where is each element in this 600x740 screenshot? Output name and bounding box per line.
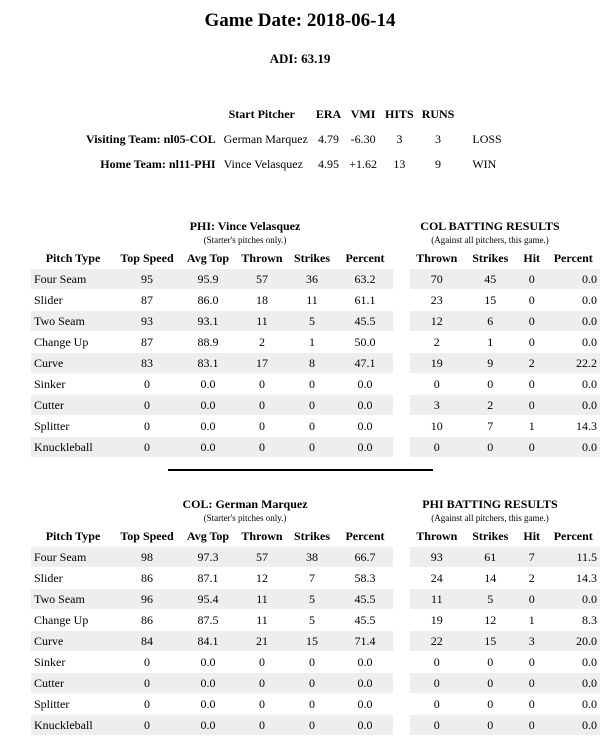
pitch-cell: 0 [287, 374, 337, 395]
pitch-cell: 0.0 [179, 374, 237, 395]
pitch-cell: 83 [115, 353, 179, 374]
batting-cell: 15 [464, 631, 517, 652]
adi-value: ADI: 63.19 [269, 51, 331, 66]
batting-col-header: Hit [523, 250, 541, 265]
pitch-cell: 0.0 [179, 416, 237, 437]
pitch-cell: 0 [115, 673, 179, 694]
pitch-cell: 0 [287, 437, 337, 458]
pitch-cell: 87.5 [179, 610, 237, 631]
batting-cell: 0 [517, 269, 547, 290]
batting-row [410, 332, 600, 353]
visiting-hits: 3 [396, 132, 403, 146]
pitch-col-header: Thrown [241, 528, 283, 543]
batting-cell: 0 [410, 652, 464, 673]
batting-cell: 2 [517, 353, 547, 374]
pitch-cell: 0.0 [337, 374, 393, 395]
pitch-type: Slider [31, 568, 115, 589]
pitch-col-header: Avg Top [186, 528, 230, 543]
pitch-cell: 86 [115, 610, 179, 631]
batting-row [410, 416, 600, 437]
batting-cell: 8.3 [546, 610, 600, 631]
batting-cell: 20.0 [546, 631, 600, 652]
batting-row [410, 437, 600, 458]
pitch-cell: 87 [115, 290, 179, 311]
batting-cell: 0.0 [546, 673, 600, 694]
batting-row [410, 290, 600, 311]
pitch-row [31, 290, 393, 311]
pitch-cell: 71.4 [337, 631, 393, 652]
pitch-type: Splitter [31, 694, 115, 715]
pitch-cell: 66.7 [337, 547, 393, 568]
pitch-type: Two Seam [31, 311, 115, 332]
pitch-cell: 7 [287, 568, 337, 589]
pitch-cell: 58.3 [337, 568, 393, 589]
pitch-cell: 0 [237, 416, 287, 437]
pitch-cell: 96 [115, 589, 179, 610]
batting-cell: 0.0 [546, 694, 600, 715]
batting-cell: 1 [517, 610, 547, 631]
batting-cell: 6 [464, 311, 517, 332]
pitch-cell: 83.1 [179, 353, 237, 374]
batting-cell: 0 [410, 673, 464, 694]
batting-cell: 0 [464, 715, 517, 736]
batting-row [410, 589, 600, 610]
pitch-col-header: Strikes [294, 528, 330, 543]
summary-header-result [458, 102, 505, 127]
batting-row [410, 652, 600, 673]
batting-cell: 2 [464, 395, 517, 416]
batting-cell: 2 [517, 568, 547, 589]
pitch-cell: 0 [115, 652, 179, 673]
pitch-type: Sinker [31, 374, 115, 395]
summary-header-hits: HITS [385, 107, 414, 121]
batting-col-header: Thrown [416, 528, 458, 543]
batting-cell: 0 [517, 437, 547, 458]
batting-cell: 0.0 [546, 374, 600, 395]
batting-cell: 1 [517, 416, 547, 437]
pitch-row [31, 715, 393, 736]
pitch-cell: 17 [237, 353, 287, 374]
pitch-cell: 98 [115, 547, 179, 568]
pitch-row [31, 269, 393, 290]
batting-cell: 0.0 [546, 269, 600, 290]
batting-header-row [410, 526, 600, 547]
batting-title-2: PHI BATTING RESULTS [422, 497, 558, 511]
pitch-row [31, 589, 393, 610]
pitch-cell: 11 [237, 589, 287, 610]
pitch-cell: 57 [237, 547, 287, 568]
pitch-cell: 45.5 [337, 589, 393, 610]
batting-cell: 11 [410, 589, 464, 610]
pitch-cell: 0.0 [179, 395, 237, 416]
pitch-cell: 45.5 [337, 311, 393, 332]
pitch-cell: 95.4 [179, 589, 237, 610]
batting-cell: 0 [517, 652, 547, 673]
pitch-table-1 [31, 248, 393, 457]
batting-cell: 0 [464, 673, 517, 694]
batting-cell: 22.2 [546, 353, 600, 374]
home-team: Home Team: nl11-PHI [100, 157, 216, 171]
pitch-cell: 11 [237, 311, 287, 332]
pitch-type: Curve [31, 631, 115, 652]
pitch-cell: 21 [237, 631, 287, 652]
pitch-cell: 0 [287, 652, 337, 673]
batting-col-header: Percent [553, 528, 593, 543]
summary-header-row [82, 102, 506, 127]
batting-cell: 3 [517, 631, 547, 652]
batting-cell: 3 [410, 395, 464, 416]
pitch-cell: 0.0 [179, 715, 237, 736]
pitch-col-header: Strikes [294, 250, 330, 265]
batting-cell: 0.0 [546, 395, 600, 416]
batting-cell: 1 [464, 332, 517, 353]
batting-cell: 5 [464, 589, 517, 610]
pitch-cell: 0 [115, 694, 179, 715]
pitcher-title-2: COL: German Marquez [182, 497, 308, 511]
pitch-cell: 0.0 [179, 652, 237, 673]
pitch-col-header: Top Speed [120, 528, 174, 543]
pitch-cell: 0 [115, 437, 179, 458]
batting-cell: 0 [464, 652, 517, 673]
batting-cell: 0 [517, 290, 547, 311]
batting-cell: 11.5 [546, 547, 600, 568]
pitch-col-header: Percent [345, 250, 385, 265]
batting-cell: 19 [410, 610, 464, 631]
pitch-cell: 18 [237, 290, 287, 311]
batting-row [410, 269, 600, 290]
batting-row [410, 311, 600, 332]
batting-cell: 23 [410, 290, 464, 311]
visiting-result: LOSS [472, 132, 502, 146]
pitcher-header-2 [140, 497, 350, 523]
pitch-cell: 0 [287, 715, 337, 736]
pitch-type: Splitter [31, 416, 115, 437]
pitch-row [31, 395, 393, 416]
batting-row [410, 374, 600, 395]
batting-cell: 0 [410, 694, 464, 715]
pitch-type: Cutter [31, 673, 115, 694]
batting-cell: 0.0 [546, 715, 600, 736]
pitch-cell: 0 [237, 374, 287, 395]
visiting-runs: 3 [435, 132, 442, 146]
pitch-cell: 93 [115, 311, 179, 332]
pitch-header-row [31, 248, 393, 269]
pitch-type: Sinker [31, 652, 115, 673]
pitch-cell: 0 [287, 395, 337, 416]
pitch-cell: 0 [115, 715, 179, 736]
batting-cell: 0 [517, 311, 547, 332]
batting-header-1 [405, 219, 575, 245]
batting-cell: 0 [517, 673, 547, 694]
pitch-type: Change Up [31, 610, 115, 631]
pitch-row [31, 547, 393, 568]
pitch-cell: 87.1 [179, 568, 237, 589]
batting-cell: 14.3 [546, 416, 600, 437]
pitch-row [31, 311, 393, 332]
batting-cell: 14 [464, 568, 517, 589]
pitch-type: Curve [31, 353, 115, 374]
pitch-cell: 57 [237, 269, 287, 290]
batting-header-row [410, 248, 600, 269]
pitch-cell: 0.0 [179, 673, 237, 694]
pitch-cell: 8 [287, 353, 337, 374]
visiting-era: 4.79 [318, 132, 340, 146]
pitch-cell: 0.0 [337, 694, 393, 715]
batting-cell: 14.3 [546, 568, 600, 589]
pitch-type: Knuckleball [31, 715, 115, 736]
pitch-cell: 0 [287, 416, 337, 437]
batting-cell: 0 [517, 694, 547, 715]
pitch-col-header: Percent [345, 528, 385, 543]
batting-row [410, 547, 600, 568]
batting-cell: 15 [464, 290, 517, 311]
batting-cell: 0 [410, 374, 464, 395]
pitch-row [31, 416, 393, 437]
summary-header-start-pitcher: Start Pitcher [228, 107, 295, 121]
visiting-pitcher: German Marquez [223, 132, 308, 146]
batting-cell: 0.0 [546, 437, 600, 458]
batting-col-header: Strikes [472, 528, 509, 543]
pitch-col-header: Thrown [241, 250, 283, 265]
batting-cell: 0.0 [546, 332, 600, 353]
batting-col-header: Percent [553, 250, 593, 265]
pitch-type: Change Up [31, 332, 115, 353]
batting-row [410, 568, 600, 589]
pitch-cell: 61.1 [337, 290, 393, 311]
pitch-row [31, 332, 393, 353]
pitch-type: Two Seam [31, 589, 115, 610]
pitch-cell: 63.2 [337, 269, 393, 290]
pitch-cell: 97.3 [179, 547, 237, 568]
pitch-cell: 0 [287, 694, 337, 715]
batting-row [410, 353, 600, 374]
pitch-cell: 84 [115, 631, 179, 652]
pitch-col-header: Pitch Type [45, 250, 101, 265]
pitch-cell: 0 [237, 694, 287, 715]
batting-cell: 0 [464, 694, 517, 715]
pitch-cell: 84.1 [179, 631, 237, 652]
pitch-cell: 50.0 [337, 332, 393, 353]
pitch-row [31, 374, 393, 395]
batting-note-2: (Against all pitchers, this game.) [431, 513, 549, 523]
batting-cell: 0 [464, 374, 517, 395]
pitch-cell: 0 [237, 437, 287, 458]
game-summary-table [82, 102, 506, 177]
summary-row-home [82, 152, 506, 177]
pitcher-note-1: (Starter's pitches only.) [203, 235, 287, 245]
visiting-vmi: -6.30 [350, 132, 376, 146]
batting-cell: 12 [464, 610, 517, 631]
pitch-cell: 12 [237, 568, 287, 589]
batting-col-header: Strikes [472, 250, 509, 265]
pitch-cell: 0 [287, 673, 337, 694]
pitch-cell: 0.0 [337, 715, 393, 736]
page-title: Game Date: 2018-06-14 [204, 10, 396, 31]
batting-row [410, 715, 600, 736]
summary-header-era: ERA [315, 107, 342, 121]
summary-header-team [82, 102, 220, 127]
batting-col-header: Thrown [416, 250, 458, 265]
pitch-type: Knuckleball [31, 437, 115, 458]
pitch-row [31, 694, 393, 715]
pitch-cell: 0 [237, 395, 287, 416]
pitch-cell: 11 [287, 290, 337, 311]
pitch-cell: 36 [287, 269, 337, 290]
pitch-cell: 0.0 [337, 652, 393, 673]
pitch-cell: 86.0 [179, 290, 237, 311]
batting-table-1 [410, 248, 600, 457]
batting-cell: 0 [517, 395, 547, 416]
pitch-cell: 87 [115, 332, 179, 353]
batting-note-1: (Against all pitchers, this game.) [431, 235, 549, 245]
batting-cell: 0 [517, 332, 547, 353]
pitch-type: Cutter [31, 395, 115, 416]
batting-cell: 93 [410, 547, 464, 568]
pitch-row [31, 652, 393, 673]
pitch-cell: 1 [287, 332, 337, 353]
pitcher-header-1 [140, 219, 350, 245]
batting-title-1: COL BATTING RESULTS [420, 219, 560, 233]
pitch-row [31, 437, 393, 458]
pitch-col-header: Pitch Type [45, 528, 101, 543]
pitch-row [31, 568, 393, 589]
pitch-cell: 86 [115, 568, 179, 589]
batting-cell: 0.0 [546, 290, 600, 311]
pitch-cell: 93.1 [179, 311, 237, 332]
batting-cell: 19 [410, 353, 464, 374]
batting-cell: 0.0 [546, 589, 600, 610]
pitch-cell: 0 [237, 652, 287, 673]
pitcher-note-2: (Starter's pitches only.) [203, 513, 287, 523]
pitch-cell: 15 [287, 631, 337, 652]
pitch-cell: 0.0 [179, 437, 237, 458]
pitch-type: Four Seam [31, 269, 115, 290]
pitch-cell: 5 [287, 610, 337, 631]
pitch-header-row [31, 526, 393, 547]
batting-cell: 45 [464, 269, 517, 290]
pitch-cell: 0.0 [179, 694, 237, 715]
pitch-cell: 38 [287, 547, 337, 568]
pitch-cell: 0.0 [337, 395, 393, 416]
pitch-col-header: Top Speed [120, 250, 174, 265]
batting-cell: 10 [410, 416, 464, 437]
pitch-type: Four Seam [31, 547, 115, 568]
pitch-type: Slider [31, 290, 115, 311]
batting-cell: 0.0 [546, 652, 600, 673]
section-divider [168, 469, 433, 471]
pitch-row [31, 353, 393, 374]
batting-cell: 70 [410, 269, 464, 290]
summary-row-visiting [82, 127, 506, 152]
batting-row [410, 673, 600, 694]
batting-cell: 7 [464, 416, 517, 437]
pitch-cell: 88.9 [179, 332, 237, 353]
batting-cell: 2 [410, 332, 464, 353]
pitch-cell: 0 [237, 715, 287, 736]
pitch-cell: 2 [237, 332, 287, 353]
batting-cell: 22 [410, 631, 464, 652]
summary-header-vmi: VMI [350, 107, 376, 121]
batting-row [410, 610, 600, 631]
home-vmi: +1.62 [349, 157, 377, 171]
pitch-cell: 95.9 [179, 269, 237, 290]
summary-header-runs: RUNS [421, 107, 455, 121]
batting-cell: 0.0 [546, 311, 600, 332]
pitch-cell: 0.0 [337, 416, 393, 437]
pitch-cell: 5 [287, 589, 337, 610]
pitch-cell: 95 [115, 269, 179, 290]
home-runs: 9 [435, 157, 442, 171]
pitcher-title-1: PHI: Vince Velasquez [189, 219, 301, 233]
home-pitcher: Vince Velasquez [223, 157, 303, 171]
pitch-cell: 0 [115, 395, 179, 416]
batting-cell: 0 [517, 374, 547, 395]
batting-row [410, 694, 600, 715]
batting-col-header: Hit [523, 528, 541, 543]
visiting-team: Visiting Team: nl05-COL [86, 132, 216, 146]
pitch-cell: 11 [237, 610, 287, 631]
batting-cell: 61 [464, 547, 517, 568]
pitch-row [31, 673, 393, 694]
batting-cell: 0 [517, 715, 547, 736]
batting-cell: 0 [410, 437, 464, 458]
batting-cell: 9 [464, 353, 517, 374]
batting-row [410, 631, 600, 652]
pitch-cell: 0.0 [337, 437, 393, 458]
pitch-cell: 0 [115, 416, 179, 437]
pitch-cell: 0 [115, 374, 179, 395]
batting-cell: 0 [517, 589, 547, 610]
pitch-row [31, 610, 393, 631]
batting-cell: 12 [410, 311, 464, 332]
pitch-cell: 0 [237, 673, 287, 694]
batting-cell: 7 [517, 547, 547, 568]
batting-cell: 0 [410, 715, 464, 736]
batting-cell: 24 [410, 568, 464, 589]
pitch-row [31, 631, 393, 652]
batting-header-2 [405, 497, 575, 523]
pitch-cell: 47.1 [337, 353, 393, 374]
batting-table-2 [410, 526, 600, 735]
batting-cell: 0 [464, 437, 517, 458]
home-result: WIN [472, 157, 497, 171]
home-hits: 13 [393, 157, 406, 171]
batting-row [410, 395, 600, 416]
pitch-table-2 [31, 526, 393, 735]
pitch-cell: 45.5 [337, 610, 393, 631]
pitch-cell: 5 [287, 311, 337, 332]
pitch-cell: 0.0 [337, 673, 393, 694]
pitch-col-header: Avg Top [186, 250, 230, 265]
home-era: 4.95 [318, 157, 340, 171]
